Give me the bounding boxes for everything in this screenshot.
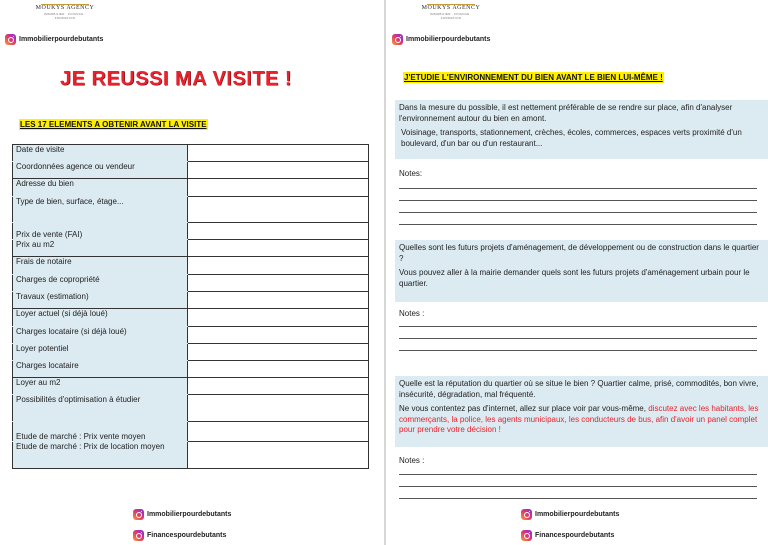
instagram-footer-finances[interactable] xyxy=(133,530,226,541)
notes-label: Notes : xyxy=(399,309,425,318)
row-value-field[interactable] xyxy=(188,275,369,292)
notes-line xyxy=(399,350,757,351)
row-value-field[interactable] xyxy=(188,240,369,257)
row-label: Loyer potentiel xyxy=(13,344,188,361)
table-row xyxy=(13,240,369,257)
instagram-icon xyxy=(133,509,144,520)
section-heading: J'ETUDIE L'ENVIRONNEMENT DU BIEN AVANT LE BIEN LUI-MÊME ! xyxy=(404,73,663,82)
checklist-table xyxy=(12,144,369,469)
table-row xyxy=(13,145,369,162)
row-label: Type de bien, surface, étage... xyxy=(13,197,188,223)
row-value-field[interactable] xyxy=(188,327,369,344)
row-value-field[interactable] xyxy=(188,422,369,442)
row-label: Charges locataire (si déjà loué) xyxy=(13,327,188,344)
row-value-field[interactable] xyxy=(188,292,369,309)
instagram-header[interactable] xyxy=(5,34,103,45)
row-value-field[interactable] xyxy=(188,223,369,240)
instagram-header[interactable] xyxy=(392,34,490,45)
info-box-surroundings xyxy=(395,100,768,159)
table-row xyxy=(13,327,369,344)
table-row xyxy=(13,442,369,469)
row-value-field[interactable] xyxy=(188,179,369,197)
notes-line xyxy=(399,188,757,189)
table-row xyxy=(13,378,369,395)
row-label: Prix de vente (FAI) xyxy=(13,223,188,240)
logo-brand: MOUKYS AGENCY xyxy=(421,5,481,11)
row-value-field[interactable] xyxy=(188,344,369,361)
notes-label: Notes : xyxy=(399,456,425,465)
right-page xyxy=(386,0,768,545)
row-label: Loyer actuel (si déjà loué) xyxy=(13,309,188,327)
advice-text: Ne vous contentez pas d'internet, allez sur place voir par vous-même, xyxy=(399,404,646,413)
notes-line xyxy=(399,326,757,327)
agency-logo xyxy=(35,4,95,24)
table-row xyxy=(13,162,369,179)
notes-line xyxy=(399,498,757,499)
instagram-icon xyxy=(521,530,532,541)
page-title: JE REUSSI MA VISITE ! xyxy=(60,68,293,90)
row-label: Date de visite xyxy=(13,145,188,162)
notes-line xyxy=(399,474,757,475)
table-row xyxy=(13,179,369,197)
notes-line xyxy=(399,224,757,225)
instagram-footer-immobilier[interactable] xyxy=(521,509,619,520)
section-heading: LES 17 ELEMENTS A OBTENIR AVANT LA VISITE xyxy=(20,120,207,129)
notes-label: Notes: xyxy=(399,169,423,178)
instagram-icon xyxy=(5,34,16,45)
logo-brand: MOUKYS AGENCY xyxy=(35,5,95,11)
row-label: Etude de marché : Prix de location moyen xyxy=(13,442,188,469)
row-label: Etude de marché : Prix vente moyen xyxy=(13,422,188,442)
row-value-field[interactable] xyxy=(188,442,369,469)
table-row xyxy=(13,257,369,275)
row-value-field[interactable] xyxy=(188,257,369,275)
agency-logo xyxy=(421,4,481,24)
instagram-handle: Financespourdebutants xyxy=(147,532,227,539)
info-paragraph: Quelles sont les futurs projets d'aménagement, de développement ou de construction dans le quartier ? xyxy=(399,243,759,263)
row-label: Adresse du bien xyxy=(13,179,188,197)
table-row xyxy=(13,223,369,240)
instagram-handle: Immobilierpourdebutants xyxy=(147,511,232,518)
info-paragraph: Voisinage, transports, stationnement, crèches, écoles, commerces, espaces verts proximité d'un boulevard, d'un bar ou d'un restaurant... xyxy=(401,128,742,148)
row-label: Possibilités d'optimisation à étudier xyxy=(13,395,188,422)
row-value-field[interactable] xyxy=(188,197,369,223)
info-paragraph: Quelle est la réputation du quartier où se situe le bien ? Quartier calme, prisé, commodités, bon vivre, insécurité, dégradation, mal fréquenté. xyxy=(399,379,759,399)
info-paragraph: Dans la mesure du possible, il est nettement préférable de se rendre sur place, afin d'analyser l'environnement autour du bien en amont. xyxy=(399,103,733,123)
table-row xyxy=(13,361,369,378)
row-label: Loyer au m2 xyxy=(13,378,188,395)
table-row xyxy=(13,344,369,361)
instagram-handle: Financespourdebutants xyxy=(535,532,615,539)
advice-highlight: discutez avec les habitants, les commerçants, la police, les agents municipaux, les conducteurs de bus, afin d'avoir un panel complet pour prendre votre décision ! xyxy=(399,404,759,434)
table-row xyxy=(13,197,369,223)
instagram-handle: Immobilierpourdebutants xyxy=(19,36,104,43)
table-row xyxy=(13,309,369,327)
logo-tagline: IMMOBILIER · FINANCE · FORMATION xyxy=(430,12,472,20)
row-value-field[interactable] xyxy=(188,395,369,422)
instagram-handle: Immobilierpourdebutants xyxy=(535,511,620,518)
row-value-field[interactable] xyxy=(188,145,369,162)
row-label: Prix au m2 xyxy=(13,240,188,257)
instagram-icon xyxy=(521,509,532,520)
row-value-field[interactable] xyxy=(188,309,369,327)
row-value-field[interactable] xyxy=(188,162,369,179)
instagram-icon xyxy=(392,34,403,45)
row-value-field[interactable] xyxy=(188,378,369,395)
row-label: Coordonnées agence ou vendeur xyxy=(13,162,188,179)
row-label: Charges locataire xyxy=(13,361,188,378)
logo-tagline: IMMOBILIER · FINANCE · FORMATION xyxy=(44,12,86,20)
notes-line xyxy=(399,338,757,339)
notes-line xyxy=(399,200,757,201)
table-row xyxy=(13,395,369,422)
notes-line xyxy=(399,486,757,487)
notes-line xyxy=(399,212,757,213)
instagram-icon xyxy=(133,530,144,541)
table-row xyxy=(13,422,369,442)
info-box-projects xyxy=(395,240,768,302)
row-label: Frais de notaire xyxy=(13,257,188,275)
row-value-field[interactable] xyxy=(188,361,369,378)
info-paragraph: Vous pouvez aller à la mairie demander quels sont les futurs projets d'aménagement urbain pour le quartier. xyxy=(399,268,750,288)
table-row xyxy=(13,275,369,292)
info-box-reputation xyxy=(395,376,768,447)
instagram-handle: Immobilierpourdebutants xyxy=(406,36,491,43)
row-label: Travaux (estimation) xyxy=(13,292,188,309)
row-label: Charges de copropriété xyxy=(13,275,188,292)
instagram-footer-finances[interactable] xyxy=(521,530,614,541)
instagram-footer-immobilier[interactable] xyxy=(133,509,231,520)
table-row xyxy=(13,292,369,309)
info-paragraph xyxy=(399,404,764,436)
